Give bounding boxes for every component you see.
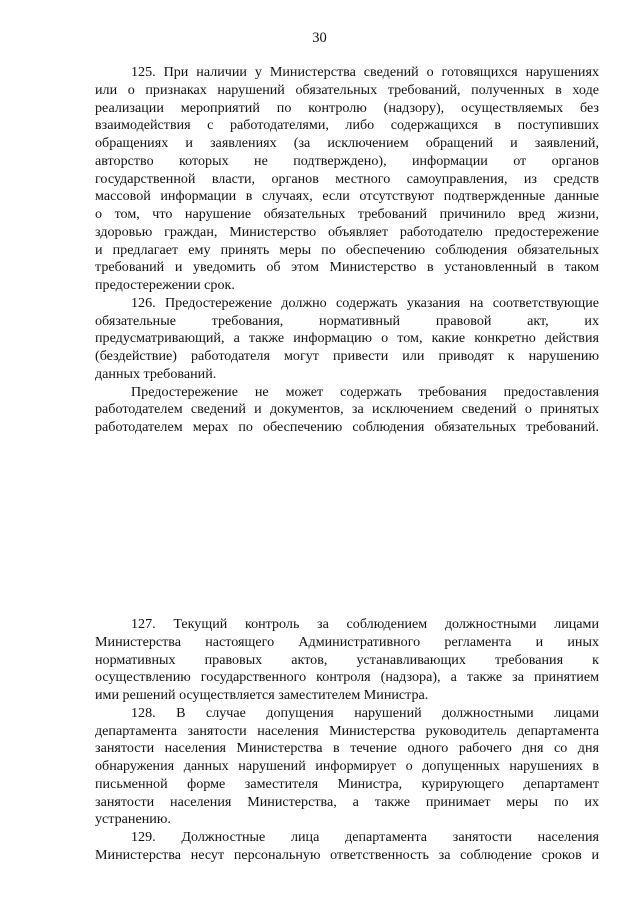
subsection-heading [95, 508, 599, 597]
document-body [95, 64, 599, 865]
text-line: авторство которых не подтверждено), информации от органов [95, 152, 599, 169]
heading-line [95, 454, 599, 472]
page-number: 30 [312, 30, 327, 46]
text-line: требований и уведомить об этом Министерство в установленный в таком [95, 259, 599, 276]
text-line: Министерства несут персональную ответственность за соблюдение сроков и [95, 846, 599, 863]
text-line: работодателем мерах по обеспечению соблюдения обязательных требований. [95, 419, 599, 435]
text-line: Министерства настоящего Административного регламента и иных [95, 633, 599, 650]
section-heading [95, 454, 599, 490]
text-line: нормативных правовых актов, устанавливающих требования к [95, 651, 599, 668]
text-line: устранению. [95, 811, 171, 828]
heading-line [95, 562, 599, 580]
text-line: Предостережение не может содержать требования предоставления [131, 383, 599, 400]
text-line: обнаружения данных нарушений информирует о допущенных нарушениях в [95, 758, 599, 774]
text-line: реализации мероприятий по контролю (надзору), осуществляемых без [95, 99, 599, 116]
text-line: ими решений осуществляется заместителем Министра. [95, 687, 429, 703]
text-line: данных требований. [95, 365, 217, 382]
text-line: и предлагает ему принять меры по обеспечению соблюдения обязательных [95, 241, 599, 258]
text-line: о том, что нарушение обязательных требований причинило вред жизни, [95, 206, 599, 222]
text-line: 128. В случае допущения нарушений должностными лицами [131, 704, 599, 721]
paragraph-129 [95, 829, 599, 865]
text-line: занятости населения Министерства, а также принимает меры по их [95, 793, 599, 810]
heading-line [95, 472, 599, 490]
paragraph-126-continued [95, 384, 599, 437]
text-line: осуществлению государственного контроля (надзора), а также за принятием [95, 669, 599, 686]
text-line: работодателем сведений и документов, за исключением сведений о принятых [95, 401, 599, 418]
paragraph-127 [95, 616, 599, 705]
heading-line [95, 544, 599, 562]
heading-line [95, 508, 599, 526]
text-line: обращениях и заявлениях (за исключением обращений и заявлений, [95, 135, 599, 151]
paragraph-128 [95, 705, 599, 829]
text-line: 126. Предостережение должно содержать указания на соответствующие [131, 294, 599, 311]
text-line: занятости населения Министерства в течение одного рабочего дня со дня [95, 740, 599, 757]
text-line: предостережении срок. [95, 277, 235, 293]
text-line: массовой информации в случаях, если отсутствуют подтвержденные данные [95, 188, 599, 205]
text-line: 127. Текущий контроль за соблюдением должностными лицами [131, 616, 599, 632]
text-line: 125. При наличии у Министерства сведений о готовящихся нарушениях [131, 64, 599, 80]
text-line: департамента занятости населения Министерства руководитель департамента [95, 722, 599, 739]
text-line: или о признаках нарушений обязательных требований, полученных в ходе [95, 81, 599, 98]
text-line: письменной форме заместителя Министра, курирующего департамент [95, 775, 599, 792]
text-line: здоровью граждан, Министерство объявляет работодателю предостережение [95, 223, 599, 240]
text-line: (бездействие) работодателя могут привести или приводят к нарушению [95, 348, 599, 364]
text-line: взаимодействия с работодателями, либо содержащихся в поступивших [95, 117, 599, 134]
text-line: предусматривающий, а также информацию о том, какие конкретно действия [95, 330, 599, 347]
heading-line [95, 579, 599, 597]
paragraph-125 [95, 64, 599, 295]
paragraph-126 [95, 295, 599, 384]
text-line: 129. Должностные лица департамента занятости населения [131, 829, 599, 845]
text-line: государственной власти, органов местного самоуправления, из средств [95, 170, 599, 187]
text-line: обязательные требования, нормативный правовой акт, их [95, 312, 599, 329]
heading-line [95, 526, 599, 544]
